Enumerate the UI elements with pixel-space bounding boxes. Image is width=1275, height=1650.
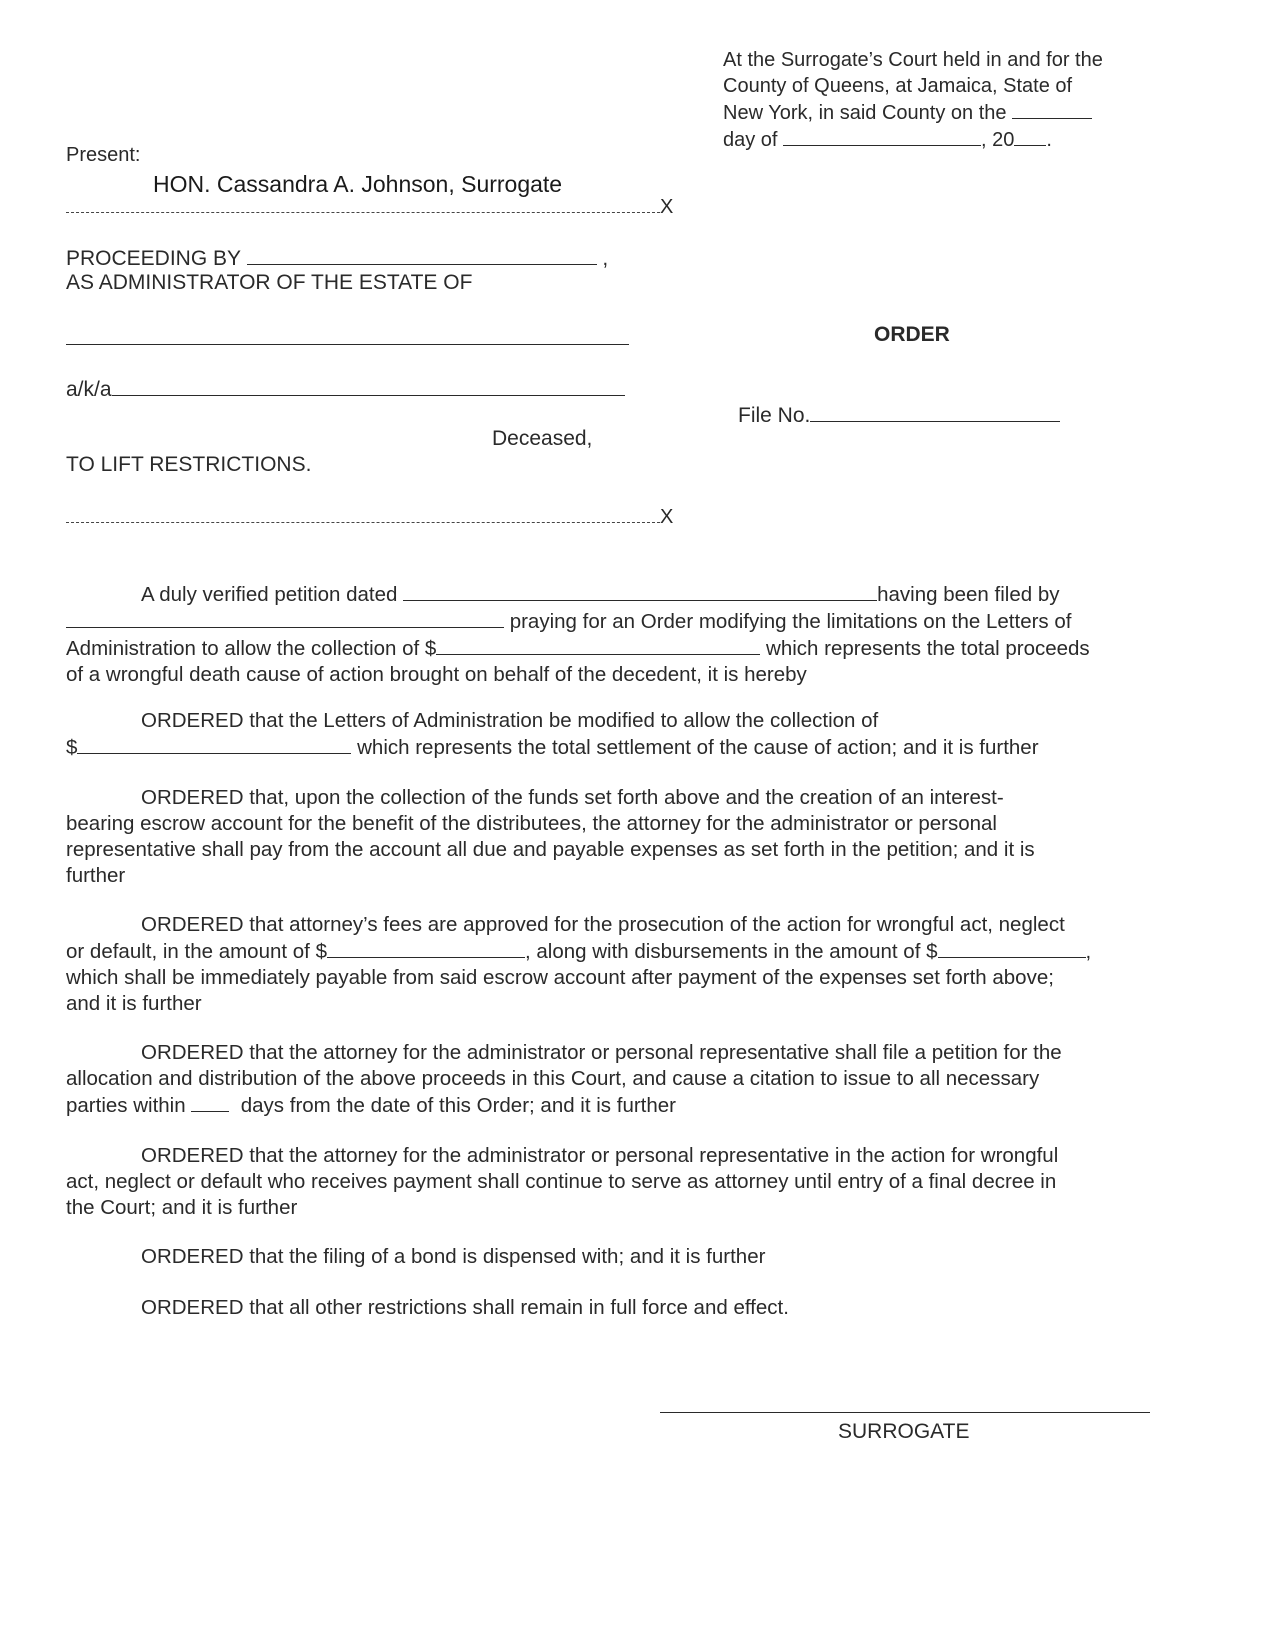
- ordered-4-line1: ORDERED that the attorney for the administrator or personal representative shall file a petition for the: [141, 1041, 1062, 1064]
- ordered-3-line4: and it is further: [66, 992, 202, 1015]
- ordered-paragraph-4: [66, 1040, 1196, 1119]
- file-no-line: File No.: [738, 402, 1060, 429]
- ordered-3-line2: or default, in the amount of $ , along with disbursements in the amount of $ ,: [66, 940, 1092, 963]
- ordered-paragraph-7: [66, 1295, 1196, 1321]
- day-blank[interactable]: [1012, 99, 1092, 119]
- ordered-2-line3: representative shall pay from the account all due and payable expenses as set forth in the petition; and it is: [66, 838, 1035, 861]
- present-label: Present:: [66, 144, 141, 166]
- petition-line3: Administration to allow the collection of $ which represents the total proceeds: [66, 637, 1090, 660]
- ordered-paragraph-2: [66, 785, 1196, 889]
- ordered-paragraph-5: [66, 1143, 1196, 1221]
- ordered-5-line1: ORDERED that the attorney for the administrator or personal representative in the action for wrongful: [141, 1144, 1059, 1167]
- ordered-paragraph-3: [66, 912, 1196, 1017]
- ordered-4-line2: allocation and distribution of the above proceeds in this Court, and cause a citation to issue to all necessary: [66, 1067, 1040, 1090]
- ordered-2-line2: bearing escrow account for the benefit of the distributees, the attorney for the administrator or personal: [66, 812, 997, 835]
- court-header-line1: At the Surrogate’s Court held in and for the: [723, 49, 1103, 71]
- court-header-line4: day of , 20 .: [723, 126, 1103, 153]
- ordered-4-line3: parties within days from the date of this Order; and it is further: [66, 1094, 677, 1117]
- proceeding-by-line: PROCEEDING BY ,: [66, 247, 609, 270]
- ordered-paragraph-6: [66, 1244, 1196, 1270]
- deceased-label: Deceased,: [492, 427, 593, 450]
- petition-date-blank[interactable]: [403, 581, 877, 601]
- days-blank[interactable]: [191, 1092, 229, 1112]
- caption-separator-bottom: X: [66, 505, 673, 529]
- disbursements-blank[interactable]: [938, 938, 1086, 958]
- petition-line4: of a wrongful death cause of action brought on behalf of the decedent, it is hereby: [66, 663, 807, 686]
- aka-blank[interactable]: [112, 376, 625, 396]
- court-header-line2: County of Queens, at Jamaica, State of: [723, 75, 1073, 97]
- petition-line2: praying for an Order modifying the limitations on the Letters of: [66, 608, 1196, 635]
- ordered-1-line2: $ which represents the total settlement of the cause of action; and it is further: [66, 736, 1039, 759]
- judge-name: HON. Cassandra A. Johnson, Surrogate: [153, 171, 563, 197]
- file-no-blank[interactable]: [810, 402, 1060, 422]
- ordered-paragraph-1: [66, 708, 1196, 761]
- as-administrator-line: AS ADMINISTRATOR OF THE ESTATE OF: [66, 271, 473, 294]
- decedent-name-blank[interactable]: [66, 344, 629, 345]
- settlement-amount-blank[interactable]: [77, 734, 351, 754]
- ordered-2-line1: ORDERED that, upon the collection of the funds set forth above and the creation of an interest-: [141, 786, 1004, 809]
- ordered-6-line1: ORDERED that the filing of a bond is dispensed with; and it is further: [141, 1245, 766, 1268]
- signature-label: SURROGATE: [838, 1420, 970, 1443]
- ordered-1-line1: ORDERED that the Letters of Administration be modified to allow the collection of: [141, 709, 879, 732]
- aka-line: a/k/a: [66, 376, 625, 403]
- court-header-line3: New York, in said County on the: [723, 99, 1103, 126]
- caption-separator-top: X: [66, 195, 673, 219]
- ordered-3-line3: which shall be immediately payable from said escrow account after payment of the expenses set forth above;: [66, 966, 1054, 989]
- ordered-2-line4: further: [66, 864, 126, 887]
- year-blank[interactable]: [1014, 126, 1046, 146]
- ordered-5-line2: act, neglect or default who receives payment shall continue to serve as attorney until entry of a final decree in: [66, 1170, 1057, 1193]
- ordered-5-line3: the Court; and it is further: [66, 1196, 298, 1219]
- to-lift-label: TO LIFT RESTRICTIONS.: [66, 453, 312, 476]
- ordered-3-line1: ORDERED that attorney’s fees are approved for the prosecution of the action for wrongful act, neglect: [141, 913, 1065, 936]
- court-header: [723, 47, 1103, 153]
- month-blank[interactable]: [783, 126, 981, 146]
- petitioner-blank[interactable]: [247, 245, 597, 265]
- attorney-fees-blank[interactable]: [327, 938, 525, 958]
- petition-paragraph: [66, 581, 1196, 688]
- collection-amount-blank[interactable]: [436, 635, 760, 655]
- filed-by-blank[interactable]: [66, 608, 504, 628]
- petition-line1: A duly verified petition dated having been filed by: [141, 583, 1060, 606]
- order-title: ORDER: [874, 323, 950, 346]
- signature-line[interactable]: [660, 1412, 1150, 1413]
- ordered-7-line1: ORDERED that all other restrictions shall remain in full force and effect.: [141, 1296, 789, 1319]
